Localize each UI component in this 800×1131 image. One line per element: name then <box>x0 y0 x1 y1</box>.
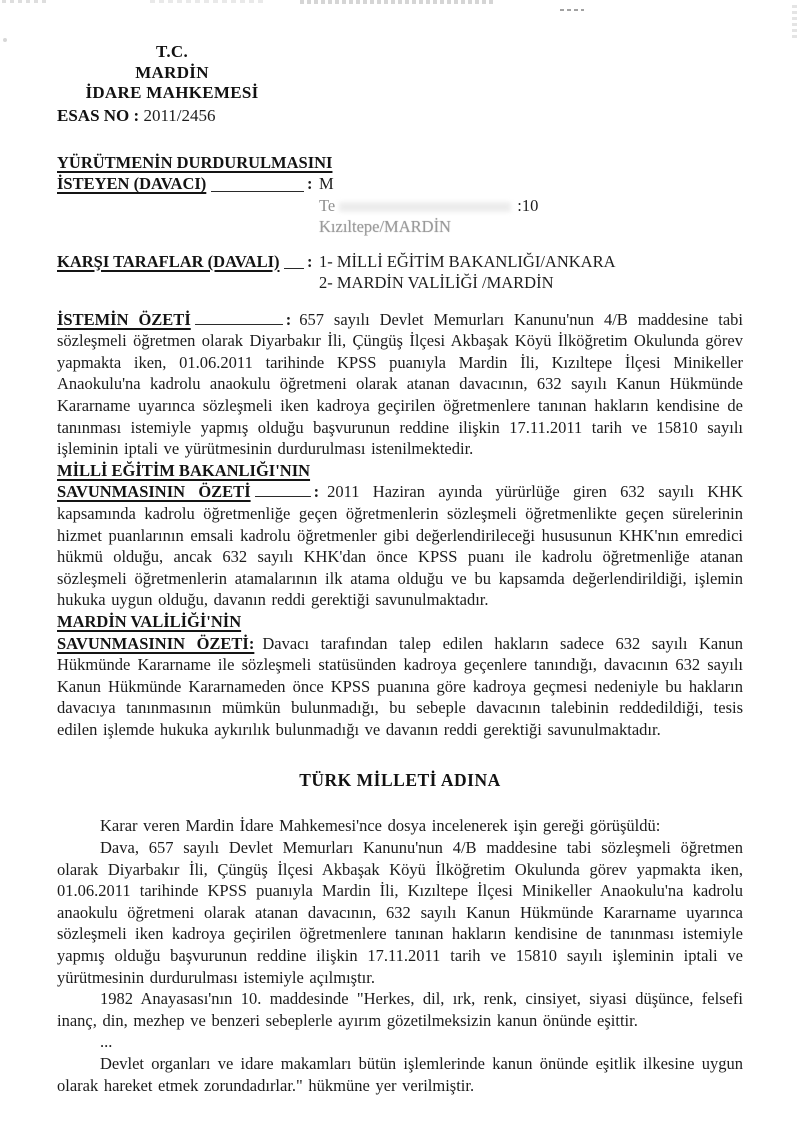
case-number-value: 2011/2456 <box>143 105 216 125</box>
plaintiff-address-row <box>57 195 743 217</box>
meb-defense-heading-line2: SAVUNMASININ ÖZETİ <box>57 482 251 502</box>
valilik-defense-paragraph <box>57 633 743 741</box>
court-city: MARDİN <box>135 62 209 82</box>
ruling-paragraph-3: 1982 Anayasası'nın 10. maddesinde "Herkes, dil, ırk, renk, cinsiyet, siyasi düşünce, felsefi inanç, din, mezhep ve benzeri sebeplerle ayırım gözetilmeksizin kanun önünde eşittir. <box>57 989 743 1030</box>
plaintiff-name-visible: M <box>319 174 334 194</box>
case-number-label: ESAS NO : <box>57 105 140 125</box>
defendant-item-2: 2- MARDİN VALİLİĞİ /MARDİN <box>319 273 554 293</box>
underline-fill <box>195 311 283 325</box>
plaintiff-request-line: YÜRÜTMENİN DURDURULMASINI <box>57 152 333 172</box>
meb-defense-heading-line1: MİLLİ EĞİTİM BAKANLIĞI'NIN <box>57 460 311 480</box>
claim-summary-text: 657 sayılı Devlet Memurları Kanunu'nun 4/B maddesine tabi sözleşmeli öğretmen olarak Diyarbakır İli, Çüngüş İlçesi Akbaşak Köyü İlköğretim Okulunda görev yapmakta iken, 01.06.2011 tarihinde KPSS puanıyla Mardin İli, Kızıltepe İlçesi Minikeller Anaokulu'na kadrolu anaokulu öğretmeni olarak atanan davacının, 632 sayılı Kanun Hükmünde Kararname uyarınca sözleşmeli iken kadroya geçirilen öğretmenlere tanınan hakların kendisine de tanınması istemiyle yapmış olduğu başvurunun reddine ilişkin 17.11.2011 tarih ve 15810 sayılı işleminin iptali ve yürütmesinin durdurulması istenilmektedir. <box>57 309 743 459</box>
case-number-line <box>57 105 743 127</box>
plaintiff-block <box>57 152 743 238</box>
ruling-paragraph-ellipsis: ... <box>100 1032 113 1052</box>
plaintiff-address-city: Kızıltepe/MARDİN <box>319 217 451 237</box>
plaintiff-label: İSTEYEN (DAVACI) <box>57 174 207 194</box>
plaintiff-address-start: Te <box>319 195 336 215</box>
underline-fill <box>284 256 304 269</box>
defendants-label: KARŞI TARAFLAR (DAVALI) <box>57 251 280 271</box>
scan-artifact <box>560 9 584 11</box>
valilik-defense-text: Davacı tarafından talep edilen hakların sadece 632 sayılı Kanun Hükmünde Kararname ile sözleşmeli statüsünden kadroya geçenlere tanındığı, davacının 632 sayılı Kanun Hükmünde Kararnameden önce KPSS puanına göre kadroya geçmesi nedeniyle bu hakların davacıya tanınmasının mümkün bulunmadığı, bu sebeple davacının talebinin reddedildiği, tesis edilen işlemde hukuka aykırılık bulunmadığı ve davanın reddi gerektiği savunulmaktadır. <box>57 633 743 739</box>
valilik-defense-heading-line1: MARDİN VALİLİĞİ'NİN <box>57 611 242 631</box>
underline-fill <box>255 483 311 497</box>
republic-abbreviation: T.C. <box>155 42 189 61</box>
ruling-paragraph-4: Devlet organları ve idare makamları bütün işlemlerinde kanun önünde eşitlik ilkesine uygun olarak hareket etmek zorundadırlar." hükmüne yer verilmiştir. <box>57 1054 743 1095</box>
meb-defense-paragraph <box>57 481 743 611</box>
claim-summary-paragraph <box>57 309 743 460</box>
defendant-item-1: 1- MİLLİ EĞİTİM BAKANLIĞI/ANKARA <box>319 251 616 271</box>
defendants-label-cell <box>57 251 307 273</box>
defendants-colon: : <box>307 251 313 271</box>
ruling-title: TÜRK MİLLETİ ADINA <box>299 770 501 791</box>
plaintiff-label-cell <box>57 173 307 195</box>
redaction-smudge <box>339 202 511 212</box>
scan-artifact <box>300 0 495 4</box>
claim-summary-heading: İSTEMİN ÖZETİ <box>57 309 191 329</box>
valilik-defense-heading-line2: SAVUNMASININ ÖZETİ: <box>57 633 255 653</box>
ruling-paragraph-2: Dava, 657 sayılı Devlet Memurları Kanunu'nun 4/B maddesine tabi sözleşmeli öğretmen olarak Diyarbakır İli, Çüngüş İlçesi Akbaşak Köyü İlköğretim Okulunda görev yapmakta iken, 01.06.2011 tarihinde KPSS puanıyla Mardin İli, Kızıltepe İlçesi Minikeller Anaokulu'na kadrolu anaokulu öğretmeni olarak atanan davacının, 632 sayılı Kanun Hükmünde Kararname uyarınca sözleşmeli iken kadroya geçirilen öğretmenlere tanınan hakların kendisine de tanınması istemiyle yapmış olduğu başvurunun reddine ilişkin 17.11.2011 tarih ve 15810 sayılı işleminin iptali ve yürütmesinin durdurulması istemiyle açılmıştır. <box>57 838 743 987</box>
scan-artifact <box>792 4 797 38</box>
defendant-row-2 <box>57 272 743 294</box>
plaintiff-city-row <box>57 216 743 238</box>
scan-artifact <box>2 0 48 3</box>
plaintiff-address-line <box>319 195 538 217</box>
claim-summary-colon: : <box>285 309 292 329</box>
scan-artifact <box>150 0 265 3</box>
defendants-row <box>57 251 743 273</box>
document-content <box>57 42 743 1096</box>
scan-artifact <box>3 38 7 42</box>
underline-fill <box>211 179 304 192</box>
plaintiff-address-number: :10 <box>517 195 539 215</box>
ruling-paragraph-1: Karar veren Mardin İdare Mahkemesi'nce dosya incelenerek işin gereği görüşüldü: <box>100 816 661 836</box>
court-name: İDARE MAHKEMESİ <box>85 83 259 102</box>
meb-defense-text: 2011 Haziran ayında yürürlüğe giren 632 sayılı KHK kapsamında kadrolu öğretmenliğe geçen öğretmenlerin sözleşmeli öğretmenlikte geçen sürelerinin hizmet puanlarının emsali kadrolu öğretmenler gibi değerlendirileceği hususunun KHK'nın emredici hükmü olduğu, ancak 632 sayılı KHK'dan önce KPSS puanı ile kadrolu öğretmenliğe atanan sözleşmeli öğretmenlerin atamalarının ilk atama olduğu ve bu kapsamda değerlendirildiği, işlemin hukuka uygun olduğu, davanın reddi gerektiği savunulmaktadır. <box>57 482 743 610</box>
plaintiff-colon: : <box>307 174 313 194</box>
plaintiff-row <box>57 173 743 195</box>
court-header <box>57 42 287 104</box>
defendants-block <box>57 251 743 294</box>
meb-defense-colon: : <box>313 482 320 502</box>
